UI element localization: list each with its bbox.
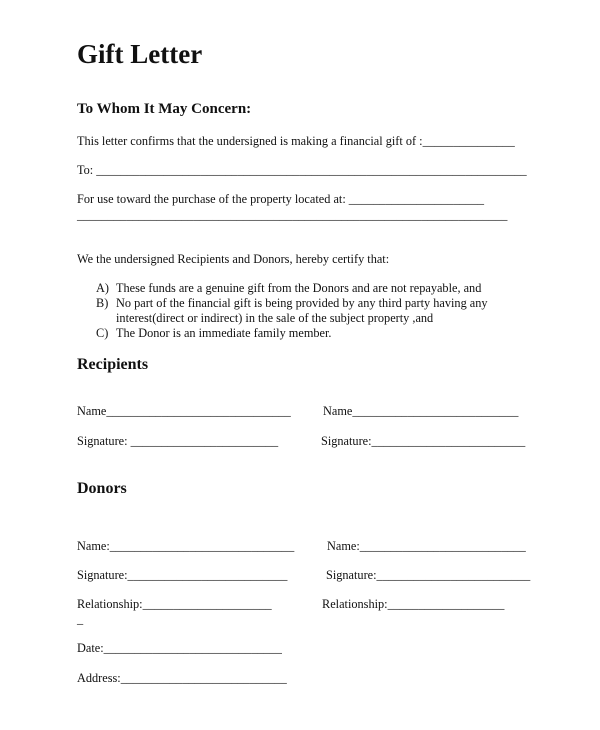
recipient-signature-field-left[interactable]: Signature: ________________________ <box>77 434 279 448</box>
property-address-line-continued: ______________________________________________________________________ <box>77 208 508 222</box>
donor-name-field-left[interactable]: Name:______________________________ <box>77 539 295 553</box>
list-item-letter: B) <box>96 296 109 310</box>
relationship-wrap: _ <box>77 612 84 626</box>
donor-relationship-field-right[interactable]: Relationship:___________________ <box>322 597 505 611</box>
list-item-text: The Donor is an immediate family member. <box>116 326 332 340</box>
donor-date-field[interactable]: Date:_____________________________ <box>77 641 282 655</box>
donor-signature-field-left[interactable]: Signature:__________________________ <box>77 568 288 582</box>
donors-heading: Donors <box>77 480 127 497</box>
gift-amount-line: This letter confirms that the undersigned is making a financial gift of :_______________ <box>77 134 515 148</box>
donor-relationship-field-left[interactable]: Relationship:_____________________ <box>77 597 272 611</box>
list-item-letter: A) <box>96 281 109 295</box>
list-item-letter: C) <box>96 326 109 340</box>
list-item-text: No part of the financial gift is being provided by any third party having any <box>116 296 488 310</box>
recipient-name-field-left[interactable]: Name______________________________ <box>77 404 291 418</box>
donor-signature-field-right[interactable]: Signature:_________________________ <box>326 568 531 582</box>
to-line: To: ______________________________________________________________________ <box>77 163 527 177</box>
donor-name-field-right[interactable]: Name:___________________________ <box>327 539 526 553</box>
recipient-signature-field-right[interactable]: Signature:_________________________ <box>321 434 526 448</box>
recipient-name-field-right[interactable]: Name___________________________ <box>323 404 519 418</box>
property-address-line: For use toward the purchase of the property located at: ______________________ <box>77 192 485 206</box>
recipients-heading: Recipients <box>77 356 149 373</box>
document-title: Gift Letter <box>77 39 203 69</box>
greeting: To Whom It May Concern: <box>77 101 252 117</box>
list-item-text: These funds are a genuine gift from the Donors and are not repayable, and <box>116 281 482 295</box>
certify-statement: We the undersigned Recipients and Donors, hereby certify that: <box>77 252 390 266</box>
list-item-text: interest(direct or indirect) in the sale of the subject property ,and <box>116 311 434 325</box>
donor-address-field[interactable]: Address:___________________________ <box>77 671 287 685</box>
